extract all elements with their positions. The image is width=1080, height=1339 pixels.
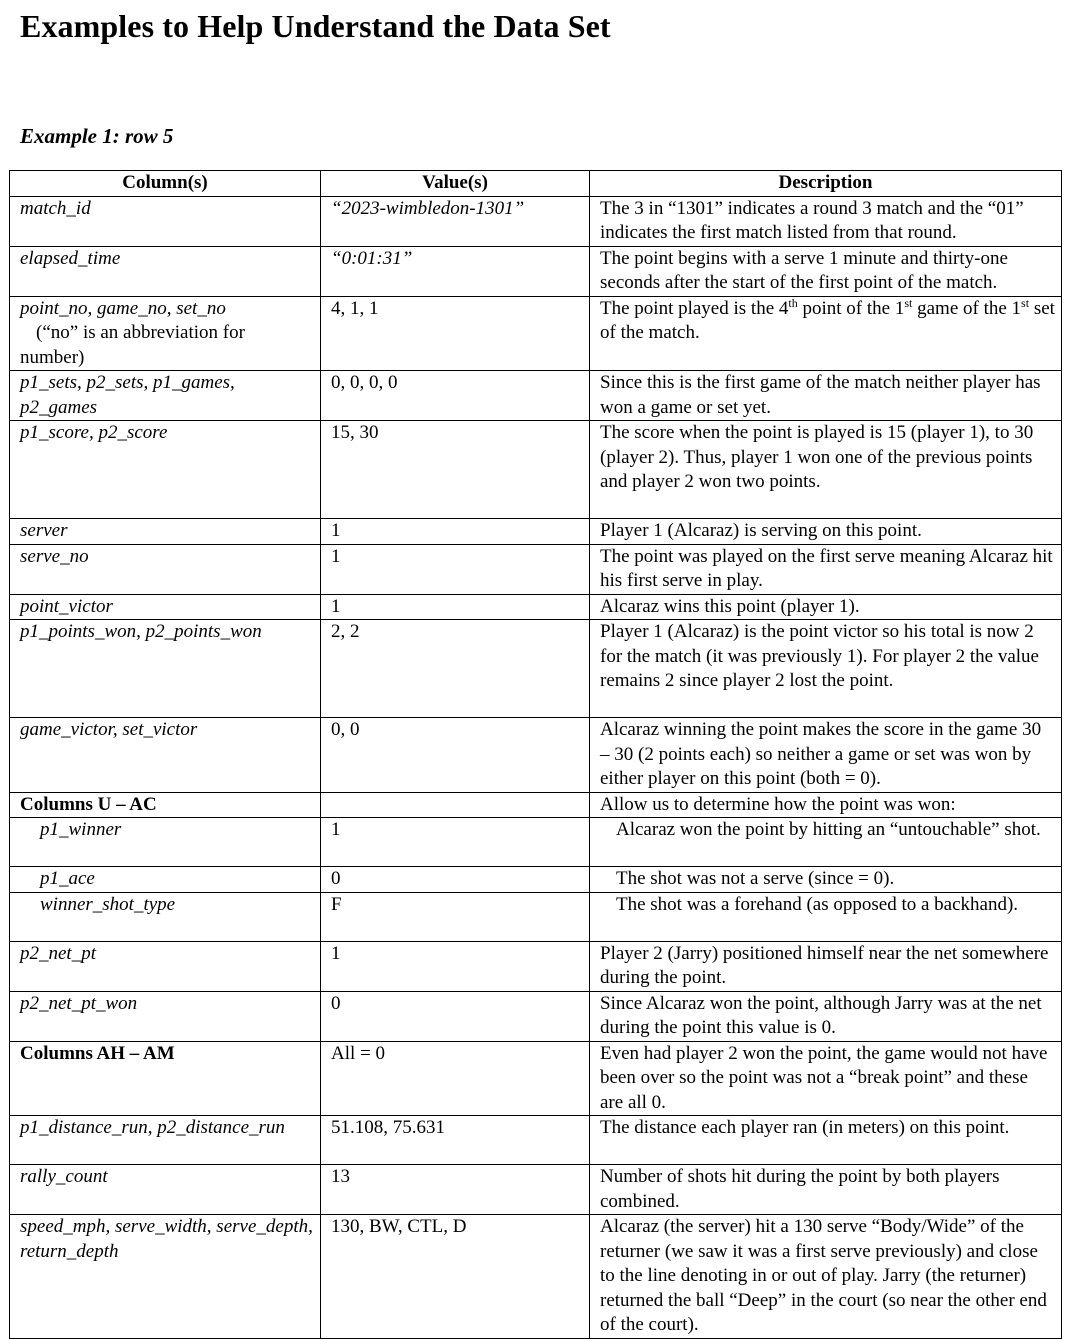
description-cell: The distance each player ran (in meters) on this point. bbox=[590, 1116, 1062, 1165]
table-row bbox=[10, 246, 1062, 296]
header-columns: Column(s) bbox=[10, 171, 321, 197]
table-row bbox=[10, 941, 1062, 991]
table-row bbox=[10, 296, 1062, 371]
description-cell: The point was played on the first serve meaning Alcaraz hit his first serve in play. bbox=[590, 544, 1062, 594]
header-description: Description bbox=[590, 171, 1062, 197]
description-cell: Number of shots hit during the point by both players combined. bbox=[590, 1165, 1062, 1215]
table-row bbox=[10, 421, 1062, 519]
description-cell: Even had player 2 won the point, the game would not have been over so the point was not a “break point” and these are all 0. bbox=[590, 1041, 1062, 1116]
description-cell: The shot was not a serve (since = 0). bbox=[590, 867, 1062, 893]
column-name-cell: p2_net_pt_won bbox=[10, 991, 321, 1041]
value-cell: “2023-wimbledon-1301” bbox=[321, 196, 590, 246]
header-values: Value(s) bbox=[321, 171, 590, 197]
table-row bbox=[10, 991, 1062, 1041]
value-cell: 0 bbox=[321, 867, 590, 893]
description-cell: The 3 in “1301” indicates a round 3 match and the “01” indicates the first match listed from that round. bbox=[590, 196, 1062, 246]
table-row bbox=[10, 892, 1062, 941]
value-cell: 0 bbox=[321, 991, 590, 1041]
value-cell: 2, 2 bbox=[321, 620, 590, 718]
value-cell bbox=[321, 792, 590, 818]
description-cell: Alcaraz (the server) hit a 130 serve “Body/Wide” of the returner (we saw it was a first serve previously) and close to the line denoting in or out of play. Jarry (the returner) returned the ball “Deep” in the court (so near the other end of the court). bbox=[590, 1215, 1062, 1339]
column-name-cell: p1_sets, p2_sets, p1_games, p2_games bbox=[10, 371, 321, 421]
value-cell: 1 bbox=[321, 594, 590, 620]
column-name-cell: rally_count bbox=[10, 1165, 321, 1215]
value-cell: “0:01:31” bbox=[321, 246, 590, 296]
table-row bbox=[10, 1116, 1062, 1165]
table-row bbox=[10, 620, 1062, 718]
value-cell: 1 bbox=[321, 519, 590, 545]
value-cell: 1 bbox=[321, 818, 590, 867]
section-name-cell: Columns U – AC bbox=[10, 792, 321, 818]
table-row bbox=[10, 196, 1062, 246]
column-name-cell: p1_points_won, p2_points_won bbox=[10, 620, 321, 718]
description-cell: Since Alcaraz won the point, although Jarry was at the net during the point this value is 0. bbox=[590, 991, 1062, 1041]
table-row bbox=[10, 718, 1062, 793]
description-cell: The shot was a forehand (as opposed to a backhand). bbox=[590, 892, 1062, 941]
column-name-cell: p1_distance_run, p2_distance_run bbox=[10, 1116, 321, 1165]
description-cell: Since this is the first game of the match neither player has won a game or set yet. bbox=[590, 371, 1062, 421]
table-row bbox=[10, 519, 1062, 545]
description-cell: Allow us to determine how the point was won: bbox=[590, 792, 1062, 818]
column-name-cell bbox=[10, 296, 321, 371]
page-title: Examples to Help Understand the Data Set bbox=[20, 8, 611, 44]
column-name-cell: p1_score, p2_score bbox=[10, 421, 321, 519]
table-row bbox=[10, 1165, 1062, 1215]
section-row bbox=[10, 1041, 1062, 1116]
column-name-cell: server bbox=[10, 519, 321, 545]
column-name-cell: serve_no bbox=[10, 544, 321, 594]
table-row bbox=[10, 818, 1062, 867]
section-row bbox=[10, 792, 1062, 818]
value-cell: 0, 0, 0, 0 bbox=[321, 371, 590, 421]
description-cell: Player 1 (Alcaraz) is serving on this point. bbox=[590, 519, 1062, 545]
description-cell: Alcaraz wins this point (player 1). bbox=[590, 594, 1062, 620]
value-cell: 1 bbox=[321, 544, 590, 594]
column-name-cell: speed_mph, serve_width, serve_depth, return_depth bbox=[10, 1215, 321, 1339]
column-name-cell: game_victor, set_victor bbox=[10, 718, 321, 793]
description-cell: Alcaraz winning the point makes the score in the game 30 – 30 (2 points each) so neither a game or set was won by either player on this point (both = 0). bbox=[590, 718, 1062, 793]
column-name: point_no, game_no, set_no bbox=[20, 297, 226, 319]
example-heading: Example 1: row 5 bbox=[20, 124, 174, 148]
table-header-row bbox=[10, 171, 1062, 197]
column-name-cell: winner_shot_type bbox=[10, 892, 321, 941]
value-cell: 0, 0 bbox=[321, 718, 590, 793]
value-cell: All = 0 bbox=[321, 1041, 590, 1116]
value-cell: F bbox=[321, 892, 590, 941]
column-name-cell: match_id bbox=[10, 196, 321, 246]
value-cell: 13 bbox=[321, 1165, 590, 1215]
column-note: (“no” is an abbreviation for number) bbox=[20, 322, 245, 368]
data-table bbox=[9, 170, 1062, 1339]
column-name-cell: elapsed_time bbox=[10, 246, 321, 296]
value-cell: 51.108, 75.631 bbox=[321, 1116, 590, 1165]
table-row bbox=[10, 594, 1062, 620]
section-name-cell: Columns AH – AM bbox=[10, 1041, 321, 1116]
table-row bbox=[10, 544, 1062, 594]
description-cell: Alcaraz won the point by hitting an “untouchable” shot. bbox=[590, 818, 1062, 867]
column-name-cell: p1_winner bbox=[10, 818, 321, 867]
column-name-cell: p1_ace bbox=[10, 867, 321, 893]
description-cell: Player 2 (Jarry) positioned himself near the net somewhere during the point. bbox=[590, 941, 1062, 991]
description-cell: Player 1 (Alcaraz) is the point victor so his total is now 2 for the match (it was previously 1). For player 2 the value remains 2 since player 2 lost the point. bbox=[590, 620, 1062, 718]
table-row bbox=[10, 1215, 1062, 1339]
column-name-cell: p2_net_pt bbox=[10, 941, 321, 991]
value-cell: 4, 1, 1 bbox=[321, 296, 590, 371]
table-row bbox=[10, 867, 1062, 893]
table-row bbox=[10, 371, 1062, 421]
value-cell: 15, 30 bbox=[321, 421, 590, 519]
description-cell: The point played is the 4th point of the 1st game of the 1st set of the match. bbox=[590, 296, 1062, 371]
description-cell: The point begins with a serve 1 minute and thirty-one seconds after the start of the first point of the match. bbox=[590, 246, 1062, 296]
column-name-cell: point_victor bbox=[10, 594, 321, 620]
value-cell: 1 bbox=[321, 941, 590, 991]
description-cell: The score when the point is played is 15 (player 1), to 30 (player 2). Thus, player 1 won one of the previous points and player 2 won two points. bbox=[590, 421, 1062, 519]
value-cell: 130, BW, CTL, D bbox=[321, 1215, 590, 1339]
